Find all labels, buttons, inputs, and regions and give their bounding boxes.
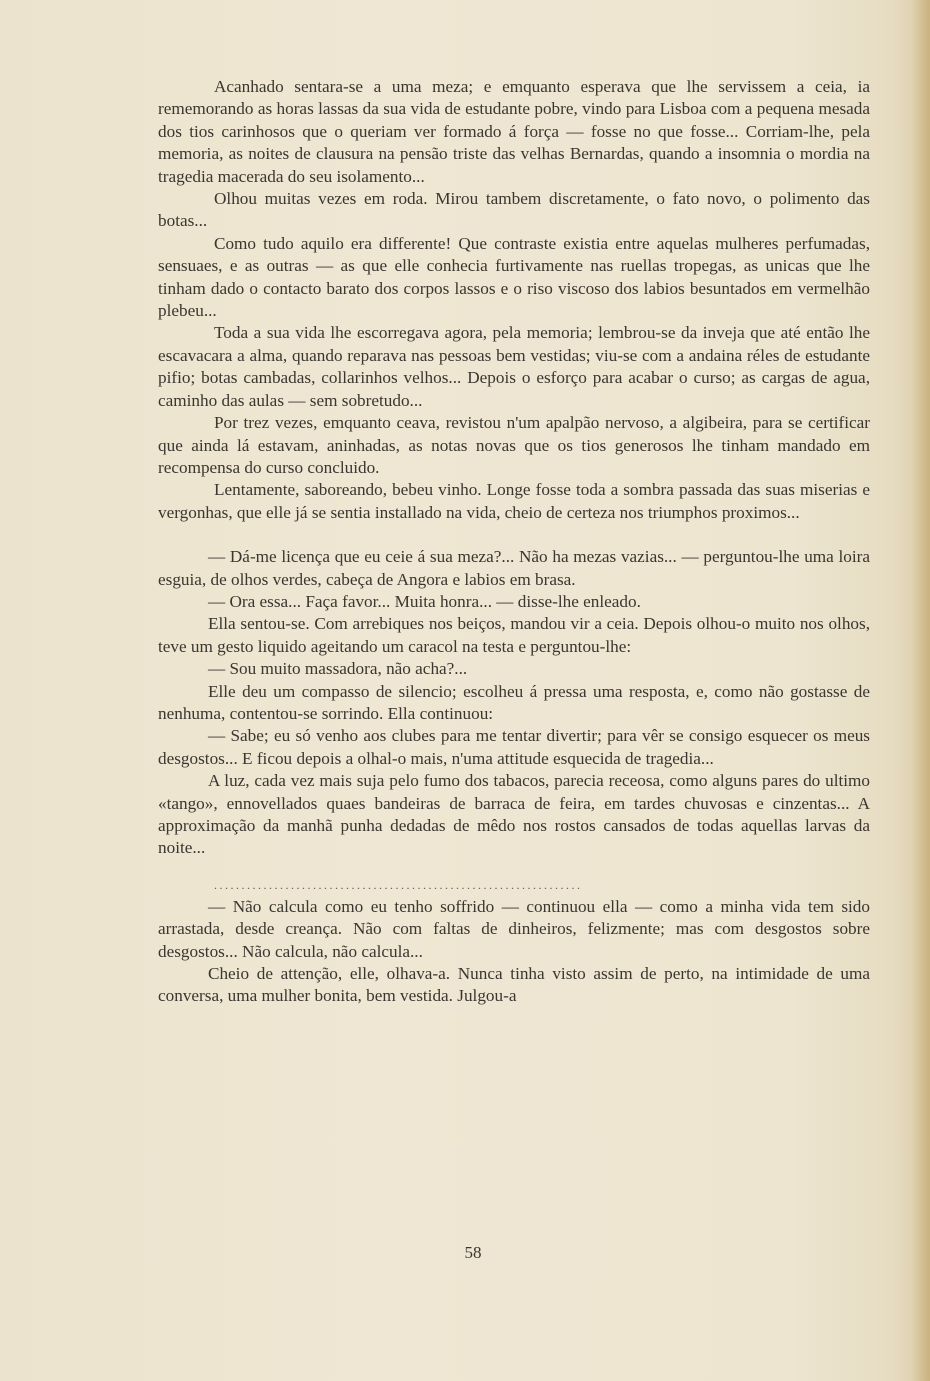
dialogue-paragraph: — Não calcula como eu tenho soffrido — continuou ella — como a minha vida tem sido arrastada, desde creança. Não com faltas de dinheiros, felizmente; mas com desgostos sobre desgostos... Não calcula, não calcula... bbox=[158, 896, 870, 961]
paragraph: Toda a sua vida lhe escorregava agora, pela memoria; lembrou-se da inveja que até então lhe escavacara a alma, quando reparava nas pessoas bem vestidas; viu-se com a andaina réles de estudante pifio; botas cambadas, collarinhos velhos... Depois o esforço para acabar o curso; as cargas de agua, caminho das aulas — sem sobretudo... bbox=[158, 323, 870, 410]
dotted-separator: ................................................................... bbox=[214, 877, 583, 892]
paragraph: Ella sentou-se. Com arrebiques nos beiços, mandou vir a ceia. Depois olhou-o muito nos olhos, teve um gesto liquido ageitando um caracol na testa e perguntou-lhe: bbox=[158, 614, 870, 656]
paragraph: Por trez vezes, emquanto ceava, revistou n'um apalpão nervoso, a algibeira, para se certificar que ainda lá estavam, aninhadas, as notas novas que os tios generosos lhe tinham mandado em recompensa do curso concluido. bbox=[158, 413, 870, 477]
paragraph: Cheio de attenção, elle, olhava-a. Nunca tinha visto assim de perto, na intimidade de uma conversa, uma mulher bonita, bem vestida. Julgou-a bbox=[158, 964, 870, 1006]
page-edge-shadow bbox=[912, 0, 930, 1381]
dialogue-paragraph: — Sou muito massadora, não acha?... bbox=[208, 659, 468, 679]
dialogue-paragraph: — Dá-me licença que eu ceie á sua meza?... Não ha mezas vazias... — perguntou-lhe uma loira esguia, de olhos verdes, cabeça de Angora e labios em brasa. bbox=[158, 547, 870, 589]
dialogue-paragraph: — Sabe; eu só venho aos clubes para me tentar divertir; para vêr se consigo esquecer os meus desgostos... E ficou depois a olhal-o mais, n'uma attitude esquecida de tragedia... bbox=[158, 726, 870, 768]
paragraph: A luz, cada vez mais suja pelo fumo dos tabacos, parecia receosa, como alguns pares do ultimo «tango», ennovellados quaes bandeiras de barraca de feira, em tardes chuvosas e cinzentas... A approximação da manhã punha dedadas de mêdo nos rostos cansados de todas aquellas larvas da noite... bbox=[158, 771, 870, 858]
section-gap bbox=[158, 524, 870, 546]
paragraph: Elle deu um compasso de silencio; escolheu á pressa uma resposta, e, como não gostasse de nenhuma, contentou-se sorrindo. Ella continuou: bbox=[158, 681, 870, 723]
paragraph: Lentamente, saboreando, bebeu vinho. Longe fosse toda a sombra passada das suas miserias e vergonhas, que elle já se sentia installado na vida, cheio de certeza nos triumphos proximos... bbox=[158, 480, 870, 522]
dialogue-paragraph: — Ora essa... Faça favor... Muita honra... — disse-lhe enleado. bbox=[208, 591, 641, 611]
section-gap bbox=[158, 860, 870, 878]
body-text bbox=[158, 76, 870, 1008]
paragraph: Olhou muitas vezes em roda. Mirou tambem discretamente, o fato novo, o polimento das botas... bbox=[158, 189, 870, 231]
paragraph: Como tudo aquilo era differente! Que contraste existia entre aquelas mulheres perfumadas, sensuaes, e as outras — as que elle conhecia furtivamente nas ruellas tropegas, as unicas que lhe tinham dado o contacto barato dos corpos lassos e o riso viscoso dos labios besuntados em vermelhão plebeu... bbox=[158, 233, 870, 321]
paragraph: Acanhado sentara-se a uma meza; e emquanto esperava que lhe servissem a ceia, ia rememorando as horas lassas da sua vida de estudante pobre, vindo para Lisboa com a pequena mesada dos tios carinhosos que o queriam ver formado á força — fosse no que fosse... Corriam-lhe, pela memoria, as noites de clausura na pensão triste das velhas Bernardas, quando a insomnia o mordia na tragedia macerada do seu isolamento... bbox=[158, 77, 870, 186]
page-number: 58 bbox=[464, 1243, 482, 1262]
